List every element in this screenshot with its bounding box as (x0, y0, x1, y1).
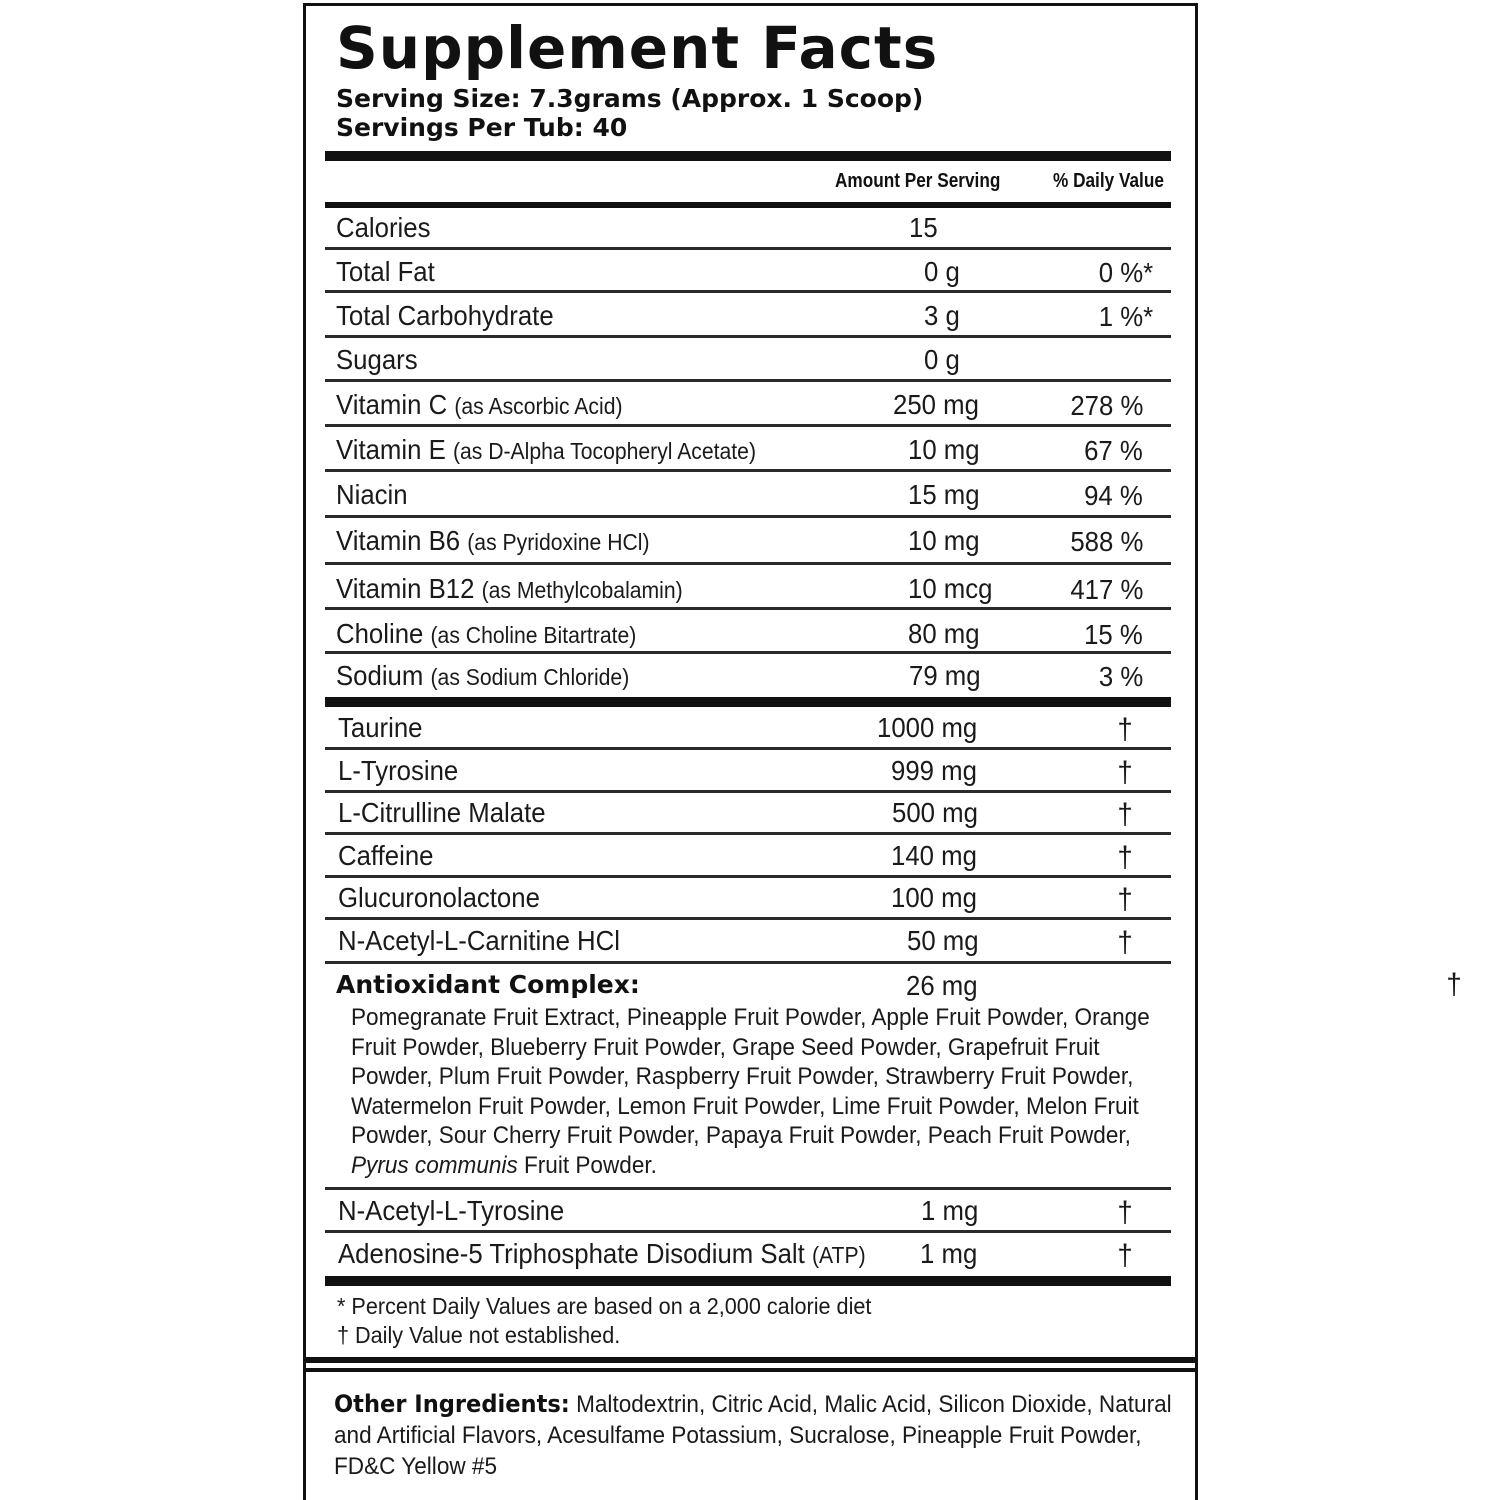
nutrient-daily-value: † (1117, 841, 1133, 874)
nutrient-amount: 15 mg (908, 479, 980, 510)
nutrient-amount: 100 mg (891, 882, 977, 913)
nutrient-daily-value: † (1117, 926, 1133, 959)
nutrient-name-text: N-Acetyl-L-Carnitine HCl (338, 925, 620, 956)
row-divider (325, 875, 1171, 878)
complex-text: Pomegranate Fruit Extract, Pineapple Fruit Powder, Apple Fruit Powder, Orange Fruit Powder, Blueberry Fruit Powder, Grape Seed Powder, Grapefruit Fruit Powder, Plum Fruit Powder, Raspberry Fruit Powder, Strawberry Fruit Powder, Watermelon Fruit Powder, Lemon Fruit Powder, Lime Fruit Powder, Melon Fruit Powder, Sour Cherry Fruit Powder, Papaya Fruit Powder, Peach Fruit Powder, (351, 1004, 1150, 1149)
column-header-amount: Amount Per Serving (835, 170, 1001, 192)
nutrient-daily-value: 3 % (1098, 661, 1143, 692)
header-rule (325, 151, 1171, 161)
nutrient-daily-value: 278 % (1069, 390, 1143, 421)
nutrient-amount: 1000 mg (877, 712, 978, 743)
nutrient-source: (as Ascorbic Acid) (454, 393, 623, 419)
footnote-daily-values: * Percent Daily Values are based on a 2,000 calorie diet (337, 1293, 872, 1319)
nutrient-amount: 3 g (924, 300, 960, 331)
nutrient-source: (as D-Alpha Tocopheryl Acetate) (452, 438, 757, 464)
row-divider (325, 747, 1171, 750)
nutrient-daily-value: 417 % (1069, 574, 1143, 605)
nutrient-name-text: Caffeine (338, 840, 434, 871)
row-divider (325, 335, 1171, 338)
nutrient-name (338, 1195, 564, 1227)
nutrient-name-text: Vitamin B6 (336, 525, 461, 556)
nutrient-amount: 79 mg (909, 660, 981, 691)
nutrient-name-text: Adenosine-5 Triphosphate Disodium Salt (338, 1238, 805, 1269)
nutrient-name (336, 389, 623, 421)
row-divider (325, 562, 1171, 565)
nutrient-name-text: Choline (336, 618, 424, 649)
nutrient-daily-value: † (1117, 1239, 1133, 1272)
nutrient-name-text: Vitamin C (336, 389, 448, 420)
complex-text-end: Fruit Powder. (517, 1151, 657, 1179)
nutrient-name (336, 434, 756, 466)
page-title: Supplement Facts (336, 14, 939, 82)
row-divider (325, 290, 1171, 293)
nutrient-amount: 10 mg (908, 434, 980, 465)
serving-size: Serving Size: 7.3grams (Approx. 1 Scoop) (336, 84, 924, 113)
nutrient-name-text: Total Fat (336, 256, 435, 287)
nutrient-daily-value: 15 % (1084, 619, 1143, 650)
nutrient-source: (as Pyridoxine HCl) (467, 529, 650, 555)
nutrient-name (336, 344, 418, 376)
nutrient-amount: 1 mg (920, 1238, 978, 1269)
nutrient-name-text: Vitamin E (336, 434, 446, 465)
nutrient-name-text: N-Acetyl-L-Tyrosine (338, 1195, 565, 1226)
row-divider (325, 832, 1171, 835)
nutrient-amount: 500 mg (892, 797, 978, 828)
row-divider (325, 917, 1171, 920)
nutrient-name (336, 618, 636, 650)
nutrient-daily-value: † (1117, 1196, 1133, 1229)
nutrient-name-text: L-Citrulline Malate (338, 797, 546, 828)
nutrient-name-text: L-Tyrosine (338, 755, 459, 786)
nutrient-name (336, 525, 650, 557)
antioxidant-complex-name: Antioxidant Complex: (336, 970, 640, 999)
nutrient-name (338, 1238, 866, 1270)
nutrient-amount: 10 mg (908, 525, 980, 556)
column-header-daily-value: % Daily Value (1053, 170, 1164, 192)
nutrient-name-text: Taurine (338, 712, 423, 743)
nutrient-name-text: Total Carbohydrate (336, 300, 554, 331)
section-separator-inner (303, 1368, 1198, 1372)
nutrient-amount: 10 mcg (908, 573, 993, 604)
vitamins-section-rule (325, 697, 1171, 707)
row-divider (325, 247, 1171, 250)
other-ingredients-text: Maltodextrin, Citric Acid, Malic Acid, Silicon Dioxide, Natural and Artificial Flavors, Acesulfame Potassium, Sucralose, Pineapple Fruit Powder, FD&C Yellow #5 (334, 1391, 1172, 1480)
nutrient-name-text: Niacin (336, 479, 408, 510)
nutrient-name-text: Sugars (336, 344, 418, 375)
nutrient-daily-value: † (1117, 713, 1133, 746)
nutrient-name (336, 660, 629, 692)
nutrient-daily-value: † (1117, 883, 1133, 916)
nutrient-amount: 50 mg (907, 925, 979, 956)
row-divider (325, 1230, 1171, 1233)
nutrient-name (336, 212, 430, 244)
nutrient-daily-value: 0 %* (1098, 257, 1153, 288)
nutrient-name-text: Calories (336, 212, 431, 243)
row-divider (325, 515, 1171, 518)
nutrient-name (338, 882, 540, 914)
nutrient-name (338, 755, 458, 787)
antioxidant-complex-ingredients (351, 1003, 1169, 1180)
row-divider (325, 424, 1171, 427)
nutrient-amount: 15 (909, 212, 938, 243)
nutrient-amount: 140 mg (891, 840, 977, 871)
nutrient-daily-value: † (1117, 798, 1133, 831)
nutrient-amount: 1 mg (921, 1195, 979, 1226)
other-ingredients-label: Other Ingredients: (334, 1390, 570, 1418)
servings-per-container: Servings Per Tub: 40 (336, 113, 628, 142)
nutrient-amount: 0 g (924, 344, 960, 375)
nutrient-amount: 80 mg (908, 618, 980, 649)
complex-text-italic: Pyrus communis (351, 1151, 518, 1179)
nutrient-amount: 250 mg (893, 389, 979, 420)
nutrient-daily-value: 94 % (1084, 480, 1143, 511)
row-divider (325, 607, 1171, 610)
nutrient-source: (as Sodium Chloride) (430, 664, 630, 690)
complex-section-rule (325, 1187, 1171, 1190)
nutrient-daily-value: † (1117, 756, 1133, 789)
nutrient-name (338, 797, 546, 829)
nutrient-name-text: Vitamin B12 (336, 573, 475, 604)
nutrient-name (338, 712, 422, 744)
nutrient-name (336, 256, 435, 288)
amino-section-rule (325, 961, 1171, 964)
nutrient-name-text: Sodium (336, 660, 424, 691)
nutrient-amount: 0 g (924, 256, 960, 287)
column-header-rule (325, 202, 1171, 208)
nutrient-name (338, 925, 620, 957)
row-divider (325, 790, 1171, 793)
antioxidant-complex-dv: † (1446, 968, 1462, 1001)
nutrient-name (336, 479, 408, 511)
nutrient-daily-value: 1 %* (1098, 301, 1153, 332)
antioxidant-complex-amount: 26 mg (906, 970, 978, 1001)
row-divider (325, 469, 1171, 472)
nutrient-amount: 999 mg (891, 755, 977, 786)
nutrient-name-text: Glucuronolactone (338, 882, 540, 913)
nutrient-source: (ATP) (811, 1242, 866, 1268)
nutrient-daily-value: 588 % (1069, 526, 1143, 557)
nutrient-name (336, 573, 683, 605)
nutrient-source: (as Methylcobalamin) (481, 577, 683, 603)
other-ingredients (334, 1389, 1180, 1482)
footnote-not-established: † Daily Value not established. (337, 1322, 621, 1348)
footer-rule (325, 1276, 1171, 1286)
row-divider (325, 651, 1171, 654)
nutrient-name (336, 300, 554, 332)
nutrient-daily-value: 67 % (1084, 435, 1143, 466)
nutrient-name (338, 840, 433, 872)
nutrient-source: (as Choline Bitartrate) (430, 622, 637, 648)
row-divider (325, 379, 1171, 382)
section-separator (303, 1357, 1198, 1363)
